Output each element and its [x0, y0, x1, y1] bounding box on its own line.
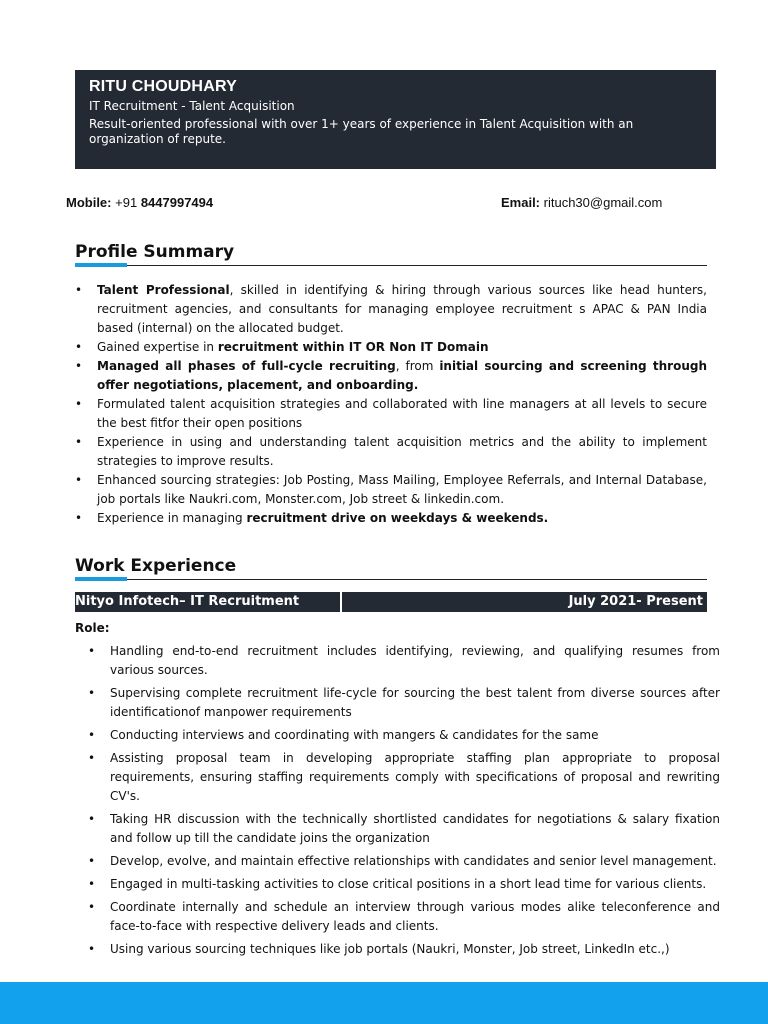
- item-text: Using various sourcing techniques like job portals (Naukri, Monster, Job street, LinkedIn etc.,): [110, 942, 670, 956]
- item-bold-text: recruitment drive on weekdays & weekends.: [246, 511, 549, 525]
- mobile-label: Mobile:: [66, 195, 112, 210]
- list-item: [75, 338, 707, 357]
- bullet-icon: •: [75, 397, 83, 411]
- bullet-icon: •: [75, 359, 83, 373]
- bullet-icon: •: [88, 942, 96, 956]
- mobile-prefix: +91: [115, 195, 138, 210]
- list-item: [88, 940, 720, 959]
- list-item: [88, 898, 720, 936]
- item-text: Coordinate internally and schedule an interview through various modes alike teleconference and face-to-face with respective delivery leads and clients.: [110, 900, 720, 933]
- item-text: Handling end-to-end recruitment includes identifying, reviewing, and qualifying resumes from various sources.: [110, 644, 720, 677]
- bullet-icon: •: [88, 751, 96, 765]
- list-item: [75, 281, 707, 338]
- mobile-contact: [66, 195, 213, 210]
- list-item: [75, 357, 707, 395]
- item-text: Supervising complete recruitment life-cycle for sourcing the best talent from diverse sources after identificationof manpower requirements: [110, 686, 720, 719]
- bullet-icon: •: [88, 644, 96, 658]
- list-item: [88, 810, 720, 848]
- email-contact: [501, 195, 662, 210]
- profile-summary-heading: [75, 242, 707, 266]
- item-text: , skilled in identifying & hiring through various sources like head hunters, recruitment agencies, and consultants for managing employee recruitment s APAC & PAN India based (internal) on the allocated budget.: [97, 283, 707, 335]
- item-text: Formulated talent acquisition strategies and collaborated with line managers at all levels to secure the best fitfor their open positions: [97, 397, 707, 430]
- bullet-icon: •: [75, 473, 83, 487]
- item-text: Gained expertise in: [97, 340, 218, 354]
- bullet-icon: •: [75, 511, 83, 525]
- bullet-icon: •: [88, 812, 96, 826]
- item-text: Engaged in multi-tasking activities to close critical positions in a short lead time for various clients.: [110, 877, 707, 891]
- list-item: [88, 749, 720, 806]
- list-item: [88, 852, 720, 871]
- candidate-role: IT Recruitment - Talent Acquisition: [89, 99, 295, 113]
- item-text: Experience in managing: [97, 511, 247, 525]
- heading-accent: [75, 263, 127, 267]
- work-experience-heading: [75, 556, 707, 580]
- bullet-icon: •: [88, 728, 96, 742]
- item-text: Conducting interviews and coordinating with mangers & candidates for the same: [110, 728, 599, 742]
- item-text: Taking HR discussion with the technically shortlisted candidates for negotiations & salary fixation and follow up till the candidate joins the organization: [110, 812, 720, 845]
- list-item: [75, 433, 707, 471]
- job-header-bar: [75, 592, 707, 612]
- item-text: Develop, evolve, and maintain effective relationships with candidates and senior level management.: [110, 854, 717, 868]
- job-bar-divider: [340, 592, 342, 612]
- item-text: Assisting proposal team in developing appropriate staffing plan appropriate to proposal requirements, ensuring staffing requirements comply with specifications of proposal and rewriting CV's.: [110, 751, 720, 803]
- email-label: Email:: [501, 195, 541, 210]
- list-item: [75, 509, 707, 528]
- role-label: Role:: [75, 621, 110, 635]
- job-dates: July 2021- Present: [568, 594, 703, 609]
- item-bold-text: initial sourcing and screening through offer negotiations, placement, and onboarding.: [97, 359, 707, 392]
- list-item: [88, 875, 720, 894]
- job-company: Nityo Infotech– IT Recruitment: [75, 594, 300, 609]
- item-text: , from: [395, 359, 440, 373]
- bullet-icon: •: [88, 877, 96, 891]
- bullet-icon: •: [75, 283, 83, 297]
- bullet-icon: •: [75, 340, 83, 354]
- heading-accent: [75, 577, 127, 581]
- bullet-icon: •: [88, 854, 96, 868]
- bullet-icon: •: [88, 900, 96, 914]
- list-item: [75, 395, 707, 433]
- email-address[interactable]: rituch30@gmail.com: [543, 195, 663, 210]
- role-responsibilities-list: [88, 642, 720, 963]
- work-experience-title: Work Experience: [75, 556, 237, 576]
- item-text: Experience in using and understanding talent acquisition metrics and the ability to implement strategies to improve results.: [97, 435, 707, 468]
- item-bold-text: recruitment within IT OR Non IT Domain: [217, 340, 489, 354]
- footer-bar: [0, 982, 768, 1024]
- item-bold-text: Managed all phases of full-cycle recruiting: [97, 359, 396, 373]
- list-item: [88, 726, 720, 745]
- list-item: [75, 471, 707, 509]
- mobile-number: 8447997494: [140, 195, 214, 210]
- bullet-icon: •: [88, 686, 96, 700]
- list-item: [88, 642, 720, 680]
- resume-header: [75, 70, 716, 169]
- bullet-icon: •: [75, 435, 83, 449]
- candidate-tagline: Result-oriented professional with over 1+ years of experience in Talent Acquisition with an organization of repute.: [89, 117, 634, 146]
- item-text: Enhanced sourcing strategies: Job Posting, Mass Mailing, Employee Referrals, and Internal Database, job portals like Naukri.com, Monster.com, Job street & linkedin.com.: [97, 473, 707, 506]
- list-item: [88, 684, 720, 722]
- profile-summary-list: [75, 281, 707, 528]
- item-bold-text: Talent Professional: [97, 283, 230, 297]
- profile-summary-title: Profile Summary: [75, 242, 235, 262]
- candidate-name: RITU CHOUDHARY: [89, 78, 237, 95]
